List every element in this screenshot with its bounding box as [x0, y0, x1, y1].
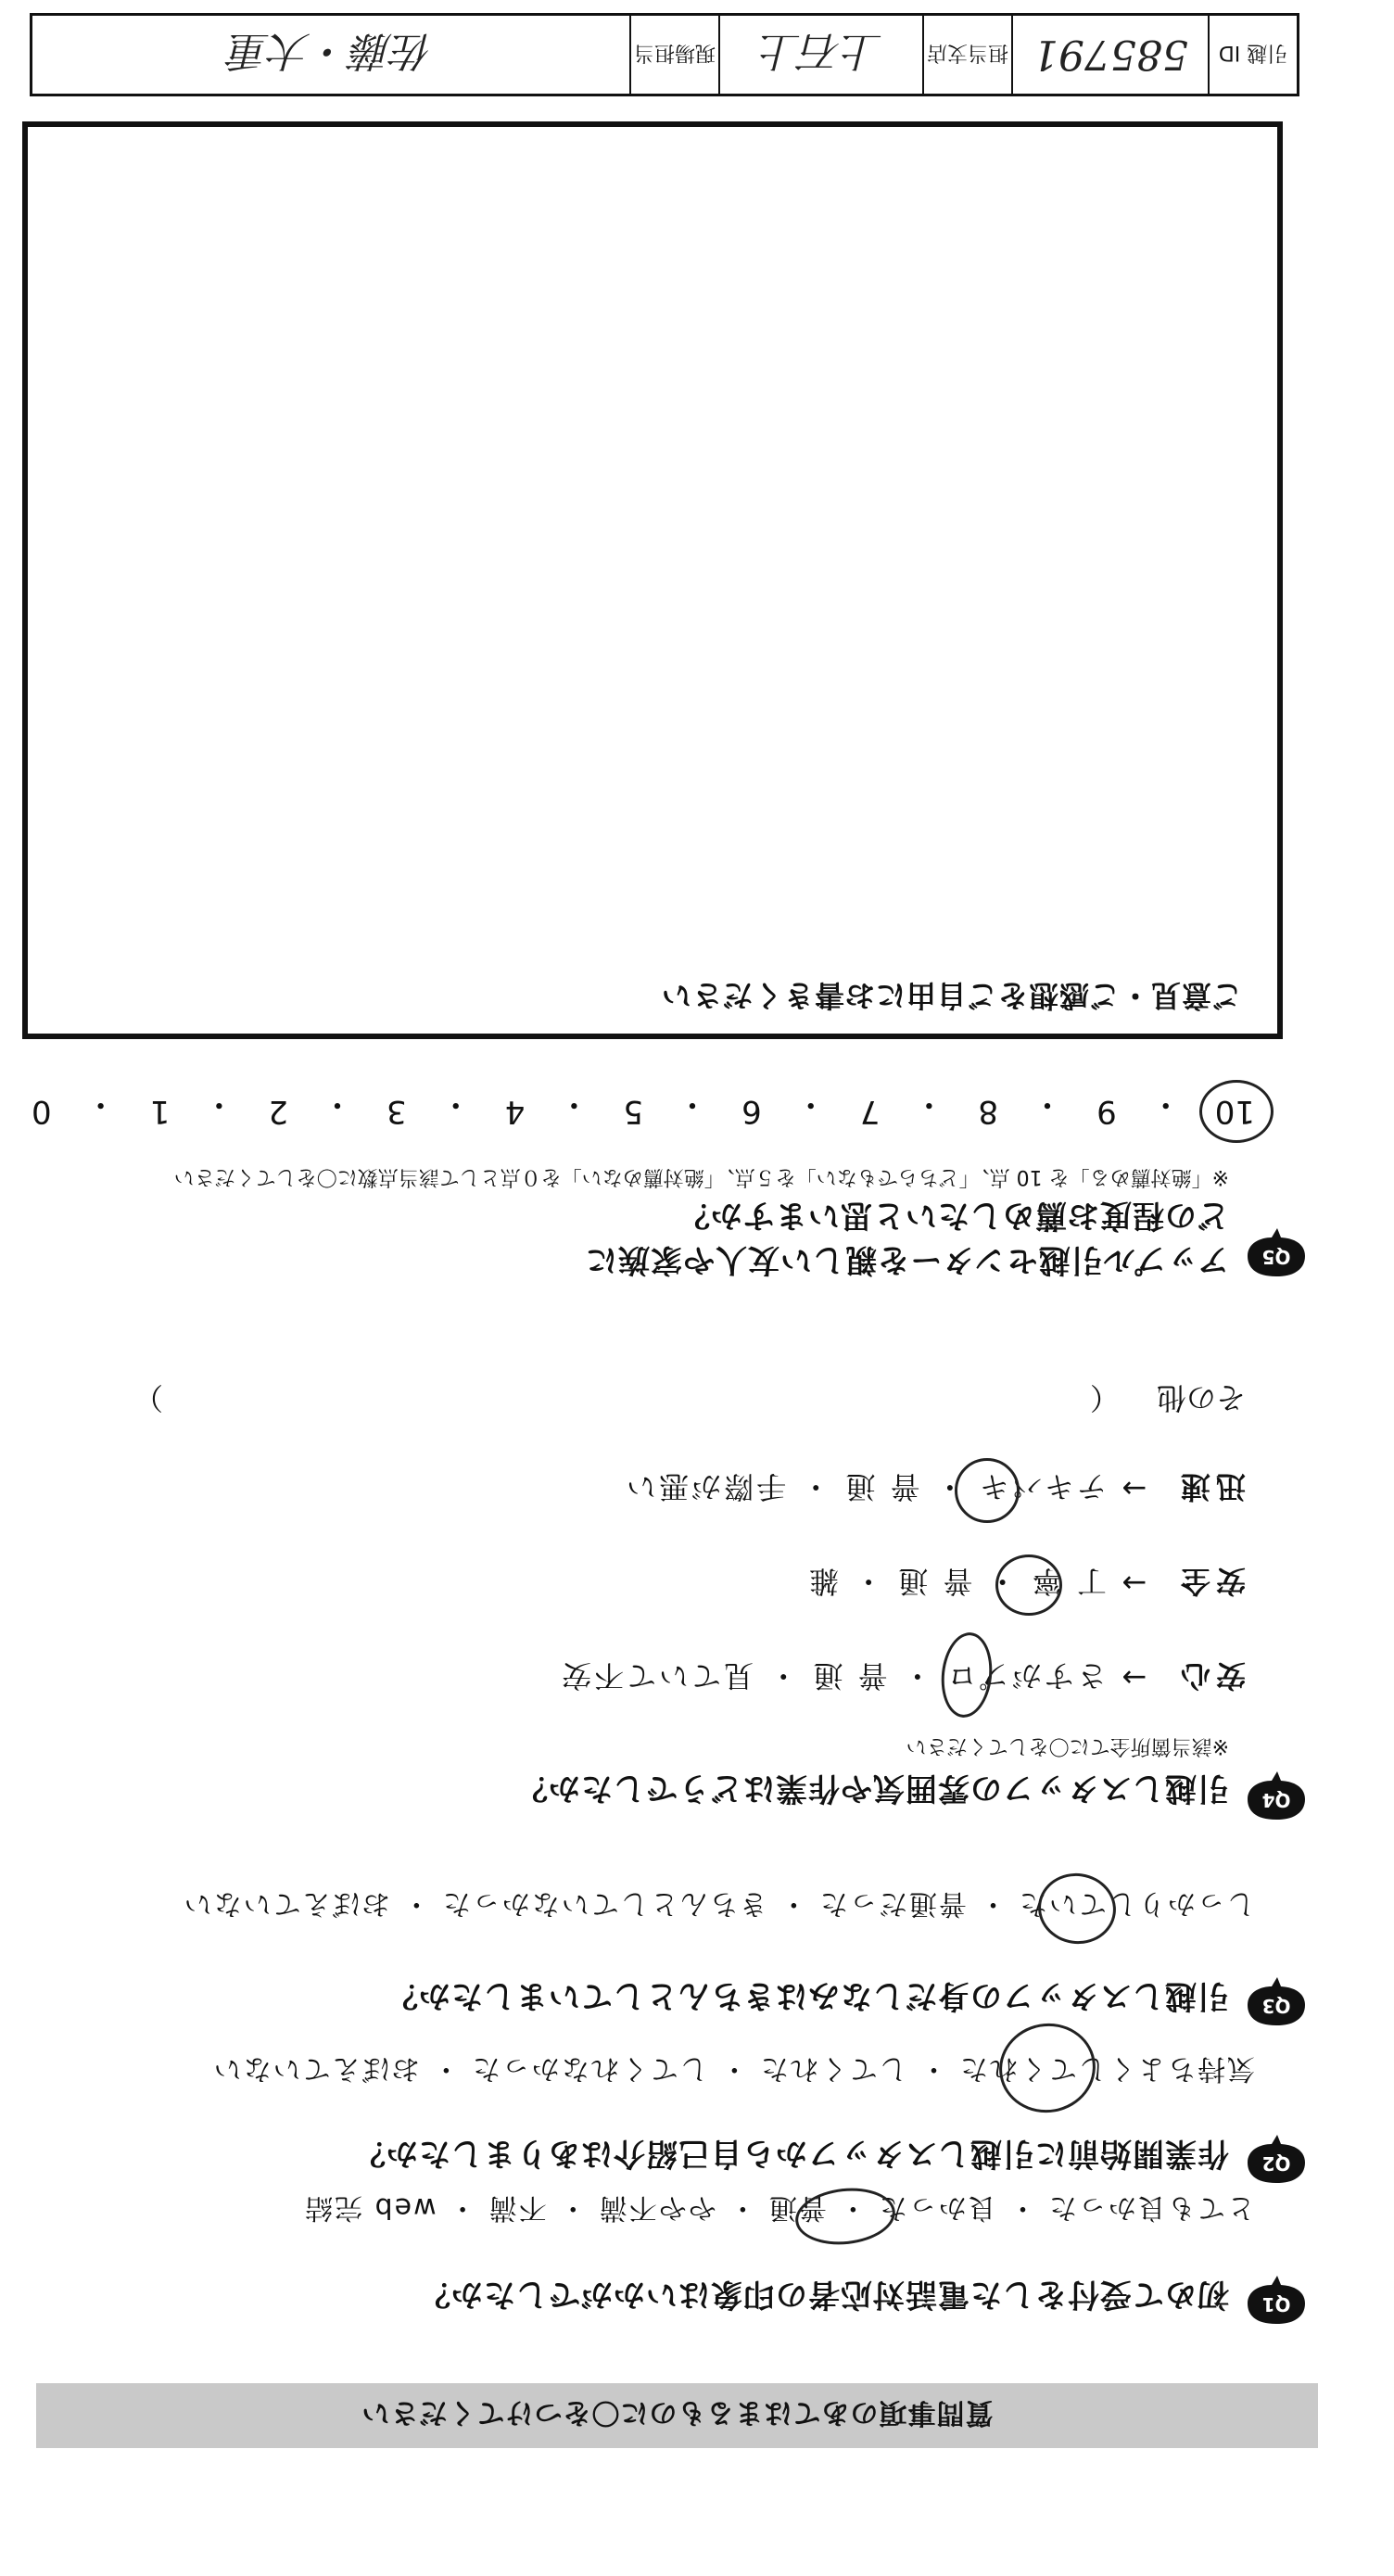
q4-other-label: その他: [1156, 1380, 1246, 1415]
instruction-bar: [36, 2383, 1318, 2448]
q1-badge-icon: [1244, 2274, 1309, 2328]
scale-dot: ・: [1032, 1085, 1064, 1123]
id-label: 引越 ID: [1208, 16, 1297, 94]
q4-jinsoku-circle: [955, 1458, 1020, 1523]
q4-other-open: （: [1089, 1380, 1120, 1415]
q2-answer-circle: [992, 2016, 1102, 2121]
arrow-right-icon: →: [1122, 1660, 1147, 1695]
q5-question-line1: アップル引越センターを親しい友人や家族に: [585, 1241, 1229, 1278]
scale-value[interactable]: 0: [32, 1093, 52, 1130]
q5-badge-icon: [1244, 1226, 1309, 1280]
arrow-right-icon: →: [1122, 1471, 1147, 1506]
scale-dot: ・: [558, 1085, 590, 1123]
q4-row-jinsoku[interactable]: [624, 1467, 1246, 1510]
scale-value[interactable]: 3: [387, 1093, 407, 1130]
scale-value[interactable]: 7: [859, 1093, 881, 1130]
q4-row-anshin[interactable]: [559, 1656, 1246, 1699]
id-value-cell: [1011, 16, 1208, 94]
scale-value[interactable]: 10: [1214, 1093, 1255, 1130]
comments-box[interactable]: [22, 121, 1283, 1039]
q5-note: ※「絶対薦める」を 10 点、「どちらでもない」を５点、「絶対薦めない」を０点として該当点数に〇をしてください: [173, 1165, 1229, 1188]
q4-anzen-circle: [995, 1554, 1062, 1616]
scale-value[interactable]: 4: [504, 1093, 526, 1130]
q2-badge-icon: [1244, 2133, 1309, 2187]
staff-label: 現場担当: [629, 16, 718, 94]
scale-dot: ・: [84, 1085, 117, 1123]
scale-dot: ・: [322, 1085, 354, 1123]
scale-dot: ・: [203, 1085, 235, 1123]
scale-value[interactable]: 9: [1096, 1093, 1117, 1130]
q4-other-close: ）: [133, 1380, 163, 1415]
q4-other[interactable]: [133, 1378, 1246, 1421]
scale-value[interactable]: 8: [978, 1093, 999, 1130]
q4-badge-icon: [1244, 1770, 1309, 1823]
scale-value[interactable]: 1: [149, 1093, 171, 1130]
q3-answer-circle: [1033, 1869, 1121, 1949]
staff-value-cell: [32, 16, 629, 94]
info-table: [30, 13, 1299, 96]
branch-value-cell: [718, 16, 922, 94]
q4-row-values[interactable]: さすがプロ ・ 普 通 ・ 見ていて不安: [559, 1658, 1107, 1694]
q4-row-label: 安心: [1174, 1658, 1246, 1694]
q1-badge-label: Q1: [1261, 2293, 1291, 2316]
scale-dot: ・: [1149, 1085, 1182, 1123]
q4-row-label: 迅速: [1174, 1469, 1246, 1504]
scale-value[interactable]: 5: [623, 1093, 644, 1130]
scale-dot: ・: [794, 1085, 827, 1123]
q4-row-label: 安全: [1174, 1564, 1246, 1599]
scale-dot: ・: [677, 1085, 709, 1123]
branch-value: 上石上: [760, 27, 882, 74]
q5-answer-circle: [1199, 1080, 1274, 1143]
q2-options[interactable]: 気持ちよくしてくれた ・ してくれた ・ してくれなかった ・ おぼえていない: [211, 2052, 1255, 2085]
q5-badge-label: Q5: [1261, 1246, 1291, 1268]
q3-badge-icon: [1244, 1975, 1309, 2029]
scale-value[interactable]: 2: [268, 1093, 288, 1130]
scale-dot: ・: [439, 1085, 472, 1123]
q4-row-values[interactable]: 丁 寧 ・ 普 通 ・ 雑: [805, 1564, 1107, 1599]
comments-title: ご意見・ご感想をご自由にお書きください: [660, 978, 1242, 1013]
q4-question: 引越しスタッフの雰囲気や作業はどうでしたか？: [515, 1770, 1229, 1807]
q3-badge-label: Q3: [1261, 1995, 1291, 2017]
branch-label: 担当支店: [922, 16, 1011, 94]
q5-scale[interactable]: [32, 1085, 1255, 1130]
scale-value[interactable]: 6: [741, 1093, 762, 1130]
q1-options[interactable]: とても良かった ・ 良かった ・ 普通 ・ やや不満 ・ 不満 ・ web 完結: [303, 2191, 1255, 2224]
scale-dot: ・: [913, 1085, 945, 1123]
q1-question: 初めて受付をした電話対応者の印象はいかがでしたか？: [418, 2276, 1229, 2313]
q2-badge-label: Q2: [1261, 2152, 1291, 2175]
arrow-right-icon: →: [1122, 1566, 1147, 1601]
q4-row-values[interactable]: テキパキ ・ 普 通 ・ 手際が悪い: [624, 1469, 1107, 1504]
id-value: 585791: [1033, 31, 1188, 79]
q4-note: ※該当箇所全てに〇をしてください: [906, 1734, 1229, 1758]
q3-options[interactable]: しっかりしていた ・ 普通だった ・ きちんとしていなかった ・ おぼえていない: [182, 1887, 1255, 1920]
q5-question-line2: どの程度お薦めしたいと思いますか？: [678, 1197, 1229, 1234]
staff-value: 佐藤・大重: [229, 27, 433, 74]
q2-question: 作業開始前に引越しスタッフから自己紹介はありましたか？: [353, 2135, 1229, 2172]
instruction-text: 質問事項のあてはまるものに〇をつけてください: [361, 2396, 994, 2429]
q4-anshin-circle: [937, 1630, 995, 1719]
q3-question: 引越しスタッフの身だしなみはきちんとしていましたか？: [386, 1977, 1229, 2014]
q4-badge-label: Q4: [1261, 1789, 1291, 1811]
